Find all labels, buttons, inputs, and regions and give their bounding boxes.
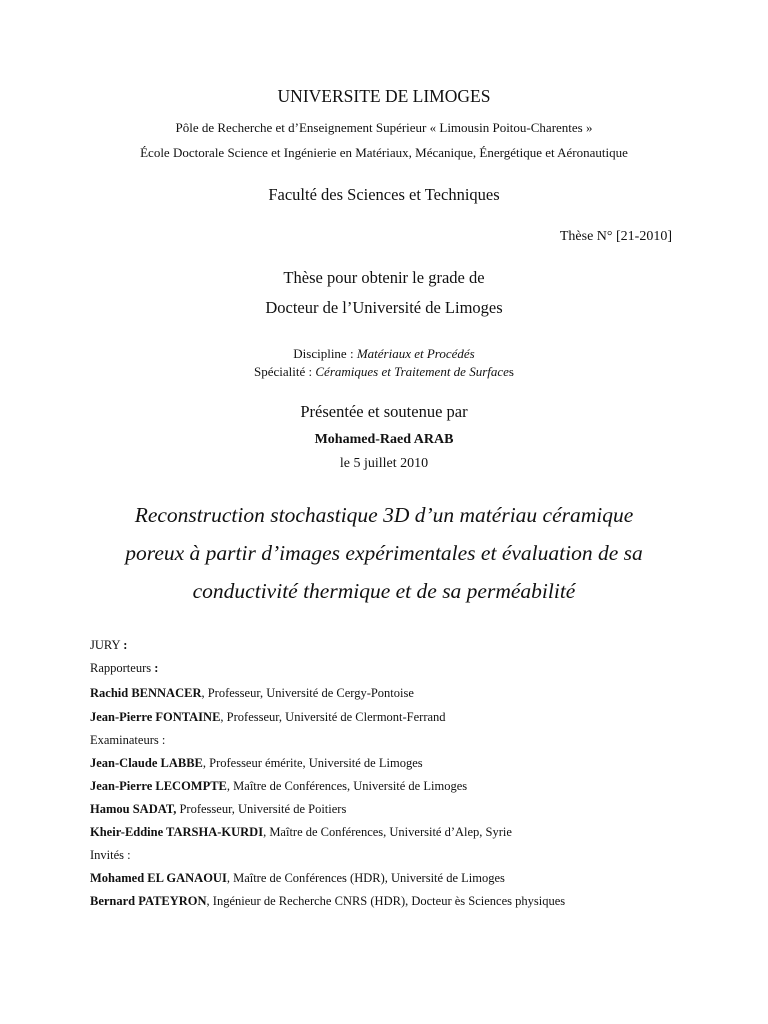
ecole-doctorale-line: École Doctorale Science et Ingénierie en Matériaux, Mécanique, Énergétique et Aéronautique (140, 145, 628, 160)
rapporteurs-label (90, 661, 158, 676)
pole-line: Pôle de Recherche et d’Enseignement Supérieur « Limousin Poitou-Charentes » (175, 120, 593, 135)
member-name: Bernard PATEYRON (90, 894, 207, 908)
degree-line-1: Thèse pour obtenir le grade de (283, 268, 485, 287)
specialite-label: Spécialité : (254, 364, 316, 379)
member-name: Jean-Claude LABBE (90, 756, 203, 770)
discipline-line (0, 346, 768, 362)
member-detail: Professeur, Université de Poitiers (176, 802, 347, 816)
jury-member (90, 756, 423, 771)
specialite-suffix: s (508, 364, 514, 379)
jury-member (90, 871, 505, 886)
member-detail: , Professeur émérite, Université de Limoges (202, 756, 423, 770)
jury-member (90, 802, 346, 817)
jury-heading (90, 638, 127, 653)
jury-heading-text: JURY (90, 638, 124, 652)
university-name: UNIVERSITE DE LIMOGES (277, 86, 491, 106)
member-detail: , Professeur, Université de Clermont-Ferrand (220, 710, 446, 724)
member-name: Rachid BENNACER (90, 686, 202, 700)
member-name: Kheir-Eddine TARSHA-KURDI (90, 825, 264, 839)
jury-heading-colon: : (123, 638, 128, 652)
jury-member (90, 894, 565, 909)
thesis-title-line-1: Reconstruction stochastique 3D d’un matériau céramique (134, 503, 634, 527)
discipline-value: Matériaux et Procédés (356, 346, 475, 361)
author-name: Mohamed-Raed ARAB (314, 432, 454, 447)
specialite-value: Céramiques et Traitement de Surface (315, 364, 509, 379)
member-detail: , Maître de Conférences, Université de Limoges (226, 779, 468, 793)
member-detail: , Ingénieur de Recherche CNRS (HDR), Docteur ès Sciences physiques (206, 894, 566, 908)
thesis-title-line-2: poreux à partir d’images expérimentales et évaluation de sa (125, 541, 643, 565)
member-detail: , Maître de Conférences (HDR), Université de Limoges (226, 871, 505, 885)
jury-member (90, 825, 512, 840)
degree-line-2: Docteur de l’Université de Limoges (265, 298, 503, 317)
member-detail: , Maître de Conférences, Université d’Alep, Syrie (263, 825, 512, 839)
member-name: Jean-Pierre LECOMPTE (90, 779, 227, 793)
member-name: Jean-Pierre FONTAINE (90, 710, 221, 724)
these-numero: Thèse N° [21-2010] (559, 229, 672, 244)
member-name: Hamou SADAT, (90, 802, 177, 816)
jury-member (90, 710, 446, 725)
presentation-intro: Présentée et soutenue par (300, 402, 468, 421)
member-detail: , Professeur, Université de Cergy-Pontoise (201, 686, 414, 700)
specialite-line (0, 364, 768, 380)
jury-member (90, 686, 414, 701)
faculte-line: Faculté des Sciences et Techniques (268, 185, 500, 204)
defense-date: le 5 juillet 2010 (339, 456, 429, 471)
thesis-title-line-3: conductivité thermique et de sa perméabilité (192, 579, 576, 603)
discipline-label: Discipline : (293, 346, 357, 361)
examinateurs-label: Examinateurs : (90, 733, 166, 747)
invites-label: Invités : (90, 848, 131, 862)
member-name: Mohamed EL GANAOUI (90, 871, 227, 885)
rapporteurs-label-text: Rapporteurs (90, 661, 155, 675)
rapporteurs-label-colon: : (154, 661, 159, 675)
jury-member (90, 779, 467, 794)
